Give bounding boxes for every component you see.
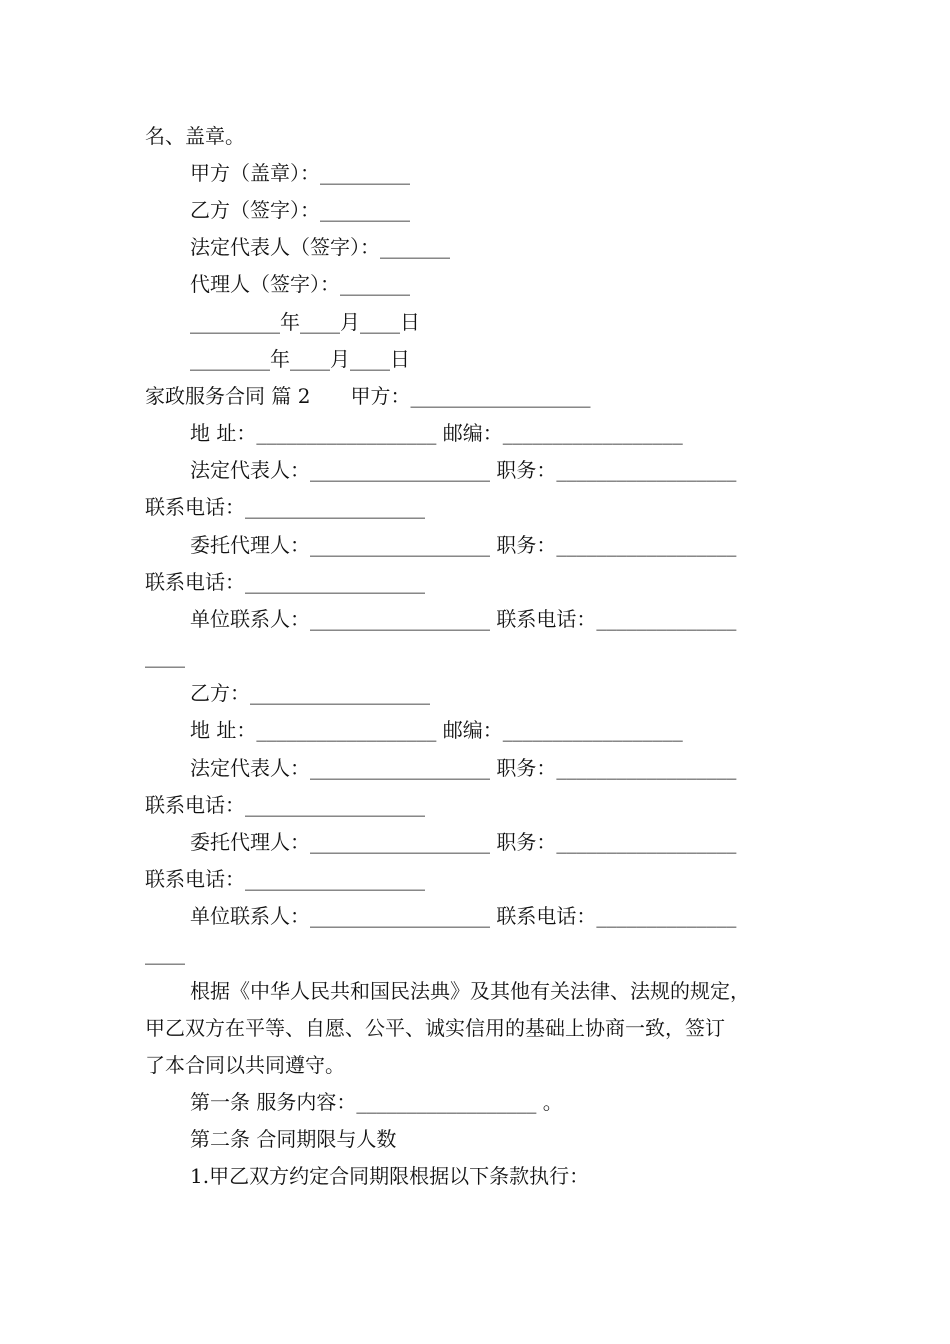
paragraph-line: 了本合同以共同遵守。 bbox=[145, 1053, 345, 1077]
clause-line: 1.甲乙双方约定合同期限根据以下条款执行： bbox=[190, 1164, 590, 1188]
clause-line: 第二条 合同期限与人数 bbox=[190, 1127, 397, 1151]
text-line: ____ bbox=[145, 941, 185, 965]
section-heading: 家政服务合同 篇 2 甲方：__________________ bbox=[145, 384, 591, 408]
text-line: 单位联系人：__________________ 联系电话：______________ bbox=[190, 904, 737, 928]
text-line: 单位联系人：__________________ 联系电话：______________ bbox=[190, 607, 737, 631]
text-line: ________年____月____日 bbox=[190, 347, 410, 371]
text-line: 联系电话：__________________ bbox=[145, 570, 425, 594]
text-line: 乙方（签字）：_________ bbox=[190, 198, 410, 222]
text-line: ____ bbox=[145, 644, 185, 668]
text-line: 代理人（签字）：_______ bbox=[190, 272, 410, 296]
text-line: 联系电话：__________________ bbox=[145, 867, 425, 891]
text-line: 地 址：__________________ 邮编：__________________ bbox=[190, 421, 683, 445]
text-line: 地 址：__________________ 邮编：__________________ bbox=[190, 718, 683, 742]
text-line: _________年____月____日 bbox=[190, 310, 420, 334]
text-line: 委托代理人：__________________ 职务：__________________ bbox=[190, 533, 737, 557]
text-line: 联系电话：__________________ bbox=[145, 793, 425, 817]
paragraph-line: 甲乙双方在平等、自愿、公平、诚实信用的基础上协商一致，签订 bbox=[145, 1016, 725, 1040]
text-line: 名、盖章。 bbox=[145, 124, 245, 148]
text-line: 乙方：__________________ bbox=[190, 681, 430, 705]
clause-line: 第一条 服务内容：__________________ 。 bbox=[190, 1090, 563, 1114]
text-line: 甲方（盖章）：_________ bbox=[190, 161, 410, 185]
paragraph-line: 根据《中华人民共和国民法典》及其他有关法律、法规的规定， bbox=[190, 979, 750, 1003]
text-line: 联系电话：__________________ bbox=[145, 495, 425, 519]
text-line: 法定代表人：__________________ 职务：__________________ bbox=[190, 458, 737, 482]
text-line: 法定代表人（签字）：_______ bbox=[190, 235, 450, 259]
text-line: 法定代表人：__________________ 职务：__________________ bbox=[190, 756, 737, 780]
text-line: 委托代理人：__________________ 职务：__________________ bbox=[190, 830, 737, 854]
